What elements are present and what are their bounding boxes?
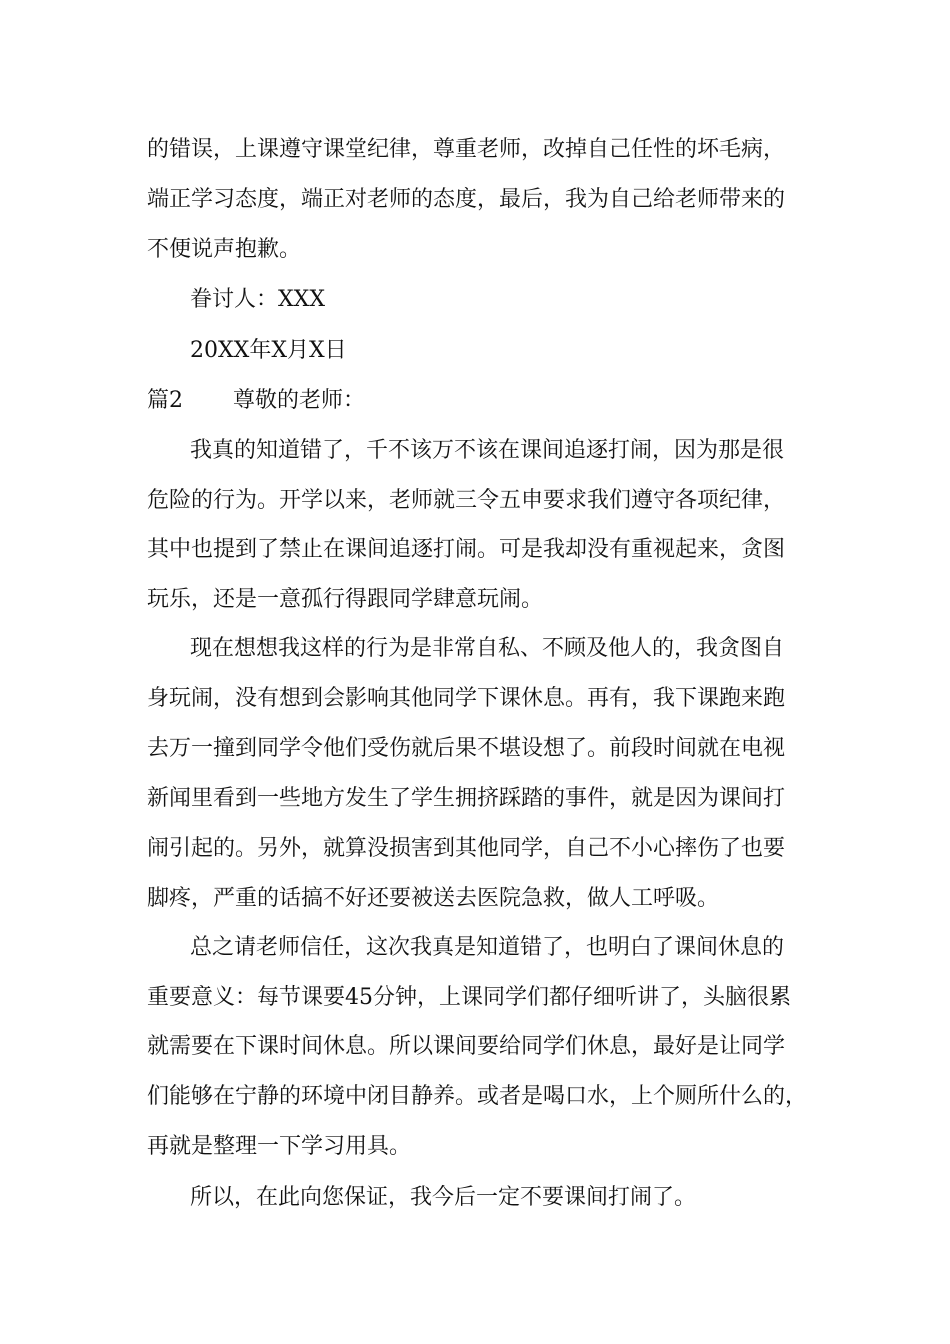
paragraph-line: 玩乐，还是一意孤行得跟同学肆意玩闹。 — [147, 587, 544, 612]
paragraph-line: 新闻里看到一些地方发生了学生拥挤踩踏的事件，就是因为课间打 — [147, 786, 786, 811]
date: 20XX年X月X日 — [190, 338, 347, 363]
paragraph-line: 其中也提到了禁止在课间追逐打闹。可是我却没有重视起来，贪图 — [147, 537, 786, 562]
paragraph-line: 身玩闹，没有想到会影响其他同学下课休息。再有，我下课跑来跑 — [147, 686, 786, 711]
paragraph-line: 重要意义：每节课要45分钟，上课同学们都仔细听讲了，头脑很累 — [147, 985, 791, 1010]
paragraph-line: 我真的知道错了，千不该万不该在课间追逐打闹，因为那是很 — [190, 438, 785, 463]
section-heading — [147, 386, 365, 416]
paragraph-line: 闹引起的。另外，就算没损害到其他同学，自己不小心摔伤了也要 — [147, 836, 786, 861]
text-line: 不便说声抱歉。 — [147, 237, 302, 262]
section-label: 篇2 — [147, 388, 183, 413]
paragraph-line: 再就是整理一下学习用具。 — [147, 1134, 412, 1159]
text-line: 端正学习态度，端正对老师的态度，最后，我为自己给老师带来的 — [147, 187, 786, 212]
paragraph-line: 总之请老师信任，这次我真是知道错了，也明白了课间休息的 — [190, 935, 785, 960]
salutation: 尊敬的老师： — [233, 388, 366, 413]
paragraph-line: 就需要在下课时间休息。所以课间要给同学们休息，最好是让同学 — [147, 1034, 786, 1059]
paragraph-line: 现在想想我这样的行为是非常自私、不顾及他人的，我贪图自 — [190, 636, 785, 661]
paragraph-line: 危险的行为。开学以来，老师就三令五申要求我们遵守各项纪律， — [147, 488, 786, 513]
paragraph-line: 去万一撞到同学令他们受伤就后果不堪设想了。前段时间就在电视 — [147, 736, 786, 761]
paragraph-line: 脚疼，严重的话搞不好还要被送去医院急救，做人工呼吸。 — [147, 886, 720, 911]
paragraph-line: 们能够在宁静的环境中闭目静养。或者是喝口水，上个厕所什么的， — [147, 1084, 808, 1109]
text-line: 的错误，上课遵守课堂纪律，尊重老师，改掉自己任性的坏毛病， — [147, 137, 786, 162]
signature: 眷讨人：XXX — [190, 287, 325, 312]
paragraph-line: 所以，在此向您保证，我今后一定不要课间打闹了。 — [190, 1185, 697, 1210]
